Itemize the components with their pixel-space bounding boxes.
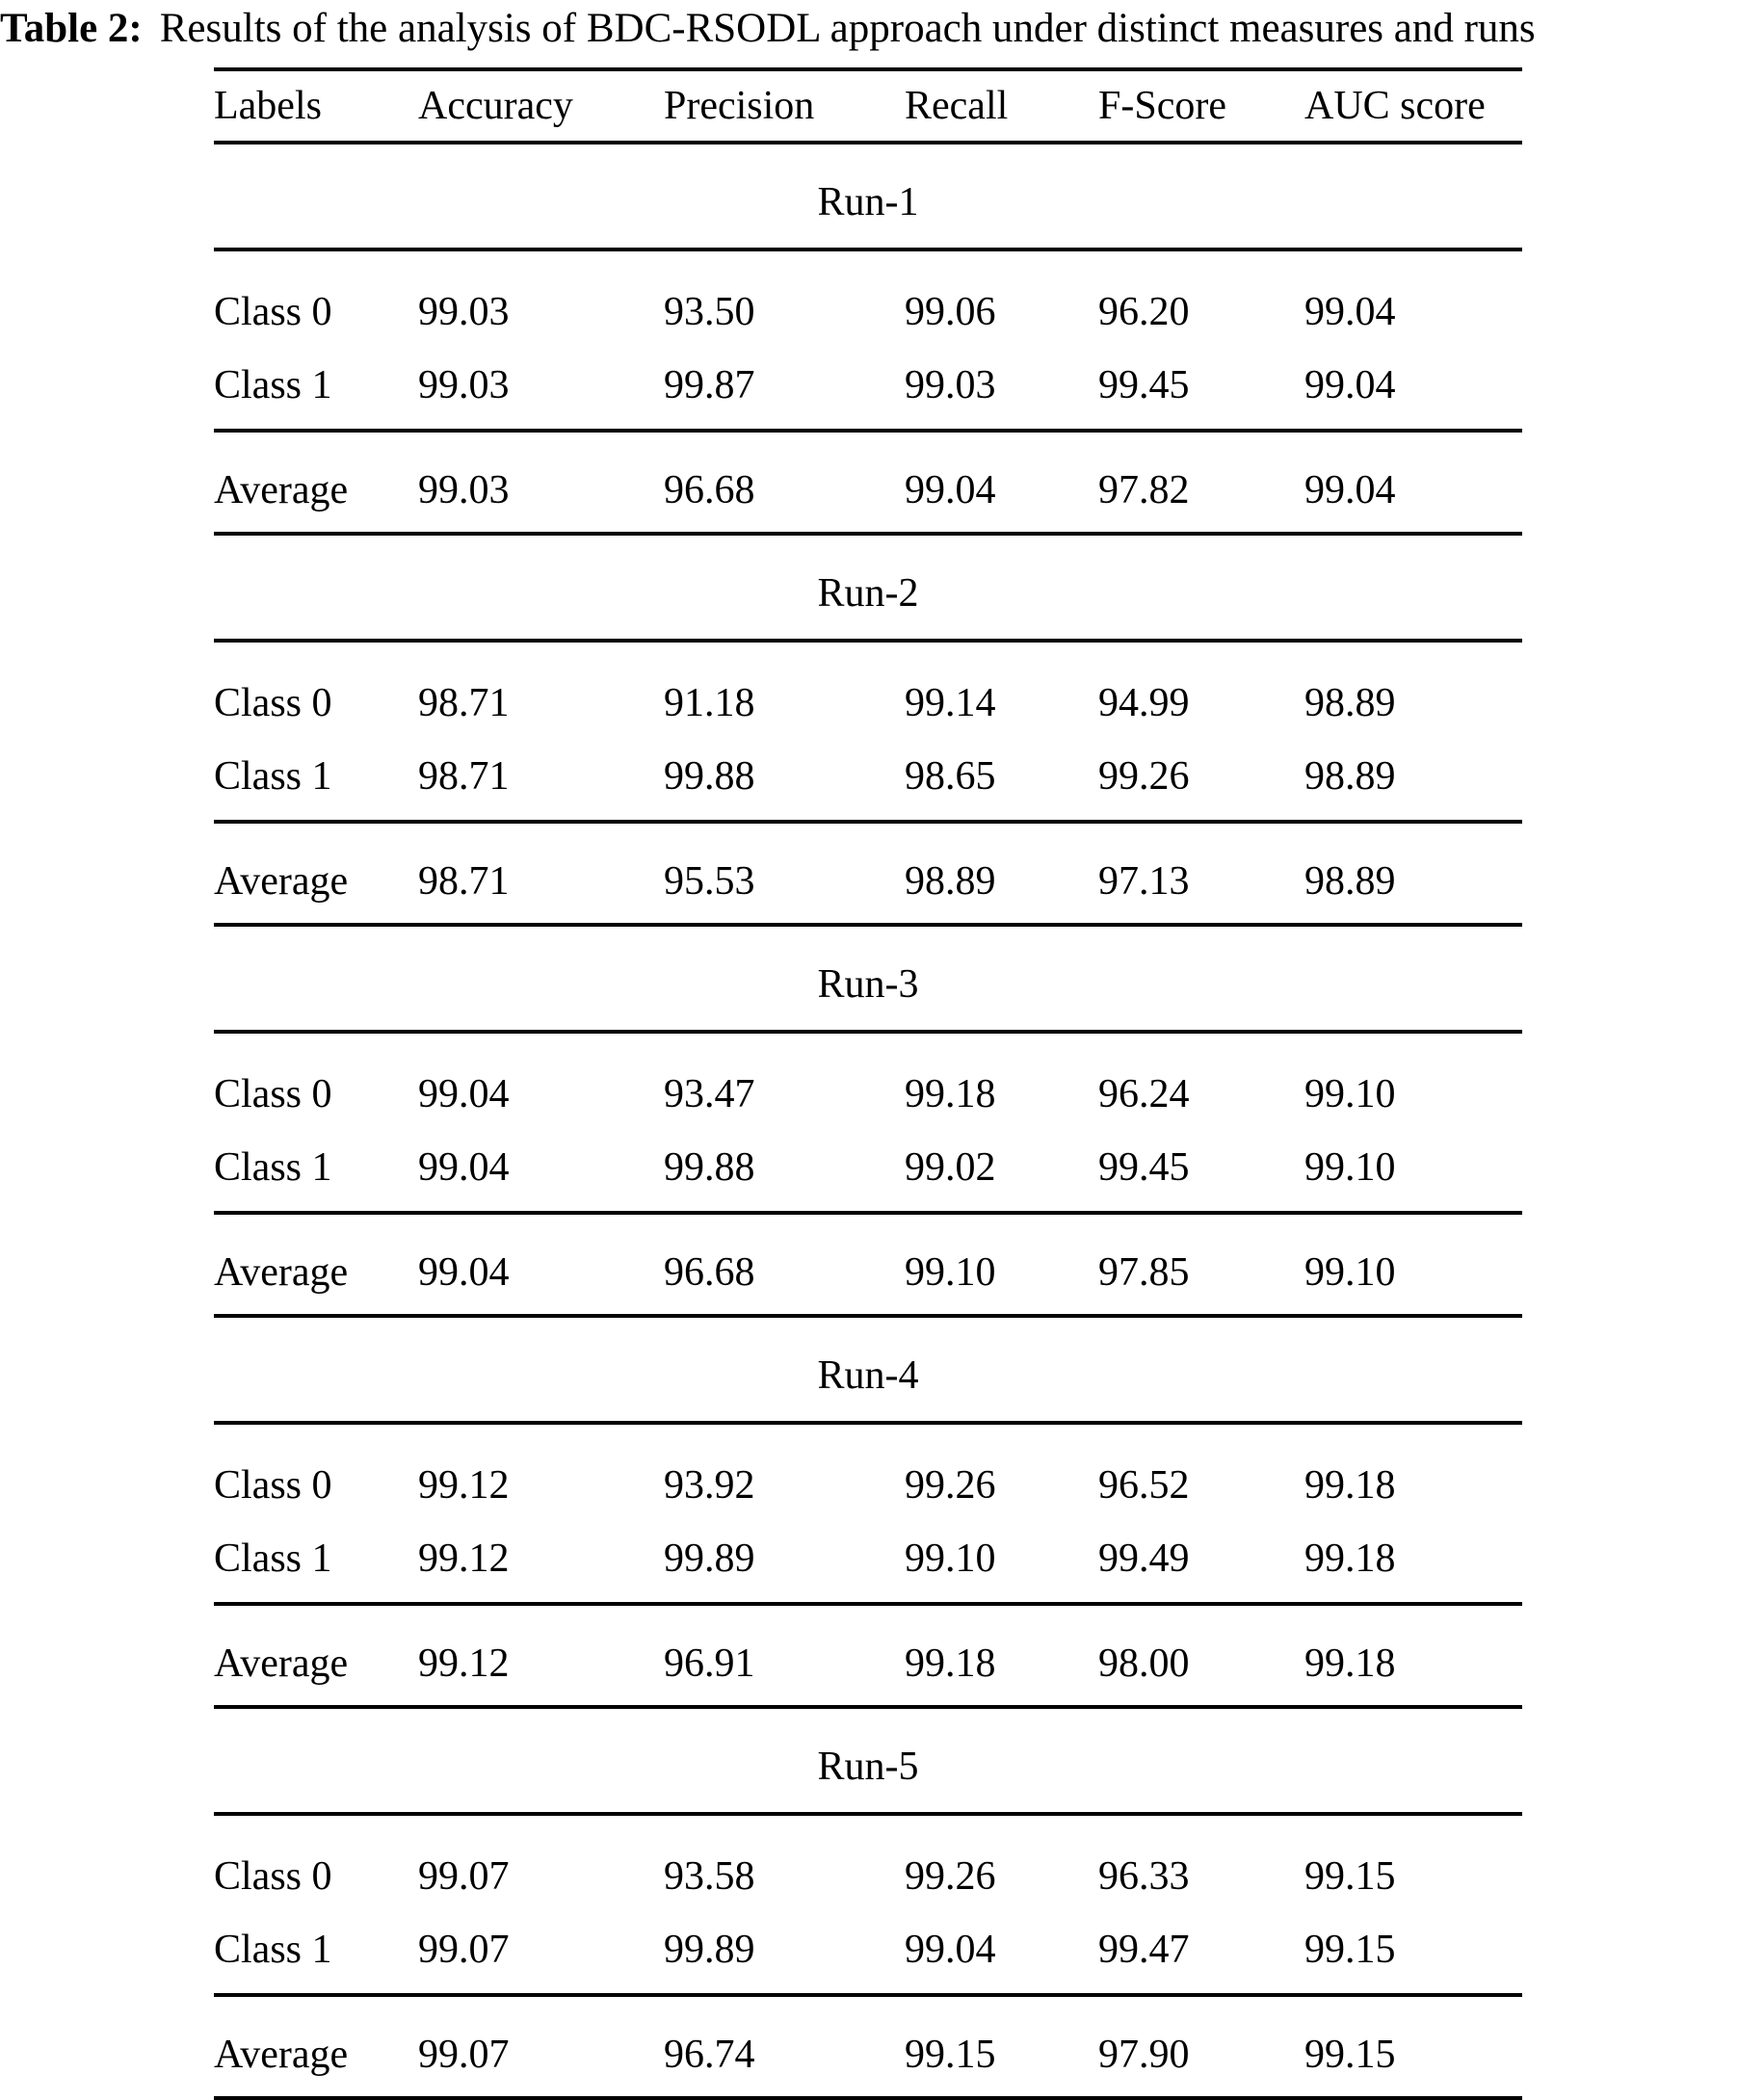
column-header-fscore: F-Score: [1098, 69, 1304, 143]
column-header-labels: Labels: [214, 69, 418, 143]
metric-cell: 98.89: [1304, 681, 1396, 725]
metric-cell: 99.45: [1098, 354, 1304, 431]
row-label: Class 1: [214, 354, 418, 431]
run-title: Run-4: [214, 1316, 1522, 1423]
metric-cell: 97.82: [1098, 431, 1304, 534]
metric-cell: 99.03: [905, 354, 1098, 431]
metric-cell: 99.04: [1304, 354, 1522, 431]
metric-cell: 97.90: [1098, 1995, 1304, 2098]
row-label: Average: [214, 1995, 418, 2098]
metric-cell: 98.00: [1098, 1604, 1304, 1707]
average-row: [214, 431, 1522, 534]
row-label: Class 0: [214, 1072, 332, 1116]
metric-cell: 96.20: [1098, 290, 1190, 334]
column-header-precision: Precision: [664, 69, 905, 143]
table-caption: [0, 2, 1536, 56]
metric-cell: 99.89: [664, 1527, 905, 1604]
metric-cell: 99.89: [664, 1918, 905, 1995]
metric-cell: 96.24: [1098, 1072, 1190, 1116]
metric-cell: 98.71: [418, 745, 664, 822]
metric-cell: 99.04: [418, 1136, 664, 1213]
table-caption-label: Table 2:: [0, 6, 143, 51]
row-label: Class 0: [214, 1463, 332, 1508]
metric-cell: 99.04: [905, 431, 1098, 534]
metric-cell: 99.12: [418, 1527, 664, 1604]
metric-cell: 99.10: [905, 1527, 1098, 1604]
row-label: Average: [214, 431, 418, 534]
metric-cell: 96.74: [664, 1995, 905, 2098]
metric-cell: 99.49: [1098, 1527, 1304, 1604]
average-row: [214, 1604, 1522, 1707]
metric-cell: 99.10: [905, 1213, 1098, 1316]
metric-cell: 96.91: [664, 1604, 905, 1707]
row-label: Average: [214, 1213, 418, 1316]
column-header-recall: Recall: [905, 69, 1098, 143]
row-label: Class 0: [214, 1854, 332, 1899]
metric-cell: 98.89: [1304, 822, 1522, 925]
metric-cell: 98.65: [905, 745, 1098, 822]
row-label: Class 1: [214, 1527, 418, 1604]
row-label: Class 1: [214, 1136, 418, 1213]
metric-cell: 93.92: [664, 1463, 755, 1508]
metric-cell: 99.18: [1304, 1604, 1522, 1707]
average-row: [214, 1995, 1522, 2098]
metric-cell: 99.07: [418, 1854, 510, 1899]
header-row: [214, 69, 1522, 143]
run-title: Run-3: [214, 925, 1522, 1032]
metric-cell: 99.03: [418, 354, 664, 431]
metric-cell: 99.07: [418, 1918, 664, 1995]
table-row: [214, 641, 1522, 745]
metric-cell: 93.58: [664, 1854, 755, 1899]
metric-cell: 99.04: [905, 1918, 1098, 1995]
metric-cell: 96.68: [664, 431, 905, 534]
metric-cell: 95.53: [664, 822, 905, 925]
metric-cell: 99.88: [664, 1136, 905, 1213]
metric-cell: 99.06: [905, 290, 996, 334]
metric-cell: 93.47: [664, 1072, 755, 1116]
run-title: Run-2: [214, 534, 1522, 641]
table-row: [214, 1918, 1522, 1995]
metric-cell: 98.71: [418, 681, 510, 725]
metric-cell: 98.89: [1304, 745, 1522, 822]
table-row: [214, 354, 1522, 431]
metric-cell: 99.07: [418, 1995, 664, 2098]
row-label: Class 0: [214, 290, 332, 334]
average-row: [214, 822, 1522, 925]
metric-cell: 99.04: [418, 1072, 510, 1116]
run-title-row: [214, 534, 1522, 641]
metric-cell: 99.10: [1304, 1213, 1522, 1316]
run-title-row: [214, 1316, 1522, 1423]
table-row: [214, 1814, 1522, 1918]
metric-cell: 99.45: [1098, 1136, 1304, 1213]
metric-cell: 99.15: [905, 1995, 1098, 2098]
metric-cell: 99.04: [418, 1213, 664, 1316]
table-row: [214, 1032, 1522, 1136]
metric-cell: 96.68: [664, 1213, 905, 1316]
metric-cell: 99.26: [905, 1854, 996, 1899]
metric-cell: 99.18: [1304, 1463, 1396, 1508]
metric-cell: 98.71: [418, 822, 664, 925]
metric-cell: 99.03: [418, 290, 510, 334]
metric-cell: 98.89: [905, 822, 1098, 925]
row-label: Class 1: [214, 745, 418, 822]
metric-cell: 91.18: [664, 681, 755, 725]
table-row: [214, 745, 1522, 822]
metric-cell: 99.15: [1304, 1995, 1522, 2098]
metric-cell: 99.04: [1304, 431, 1522, 534]
metric-cell: 99.18: [1304, 1527, 1522, 1604]
table-row: [214, 1136, 1522, 1213]
row-label: Class 1: [214, 1918, 418, 1995]
metric-cell: 99.88: [664, 745, 905, 822]
metric-cell: 99.18: [905, 1604, 1098, 1707]
metric-cell: 99.87: [664, 354, 905, 431]
metric-cell: 96.33: [1098, 1854, 1190, 1899]
run-title: Run-1: [214, 143, 1522, 249]
metric-cell: 99.04: [1304, 290, 1396, 334]
table-row: [214, 1423, 1522, 1527]
run-title-row: [214, 143, 1522, 249]
row-label: Average: [214, 1604, 418, 1707]
column-header-auc: AUC score: [1304, 69, 1522, 143]
column-header-accuracy: Accuracy: [418, 69, 664, 143]
metric-cell: 99.47: [1098, 1918, 1304, 1995]
row-label: Average: [214, 822, 418, 925]
table-caption-text: Results of the analysis of BDC-RSODL approach under distinct measures and runs: [159, 6, 1536, 51]
metric-cell: 99.10: [1304, 1072, 1396, 1116]
metric-cell: 99.03: [418, 431, 664, 534]
run-title-row: [214, 1707, 1522, 1814]
metric-cell: 99.18: [905, 1072, 996, 1116]
metric-cell: 99.14: [905, 681, 996, 725]
results-table: [214, 67, 1522, 2100]
metric-cell: 99.15: [1304, 1918, 1522, 1995]
table-row: [214, 249, 1522, 354]
run-title: Run-5: [214, 1707, 1522, 1814]
metric-cell: 97.13: [1098, 822, 1304, 925]
metric-cell: 99.26: [1098, 745, 1304, 822]
metric-cell: 99.12: [418, 1604, 664, 1707]
metric-cell: 99.12: [418, 1463, 510, 1508]
metric-cell: 94.99: [1098, 681, 1190, 725]
metric-cell: 93.50: [664, 290, 755, 334]
row-label: Class 0: [214, 681, 332, 725]
metric-cell: 96.52: [1098, 1463, 1190, 1508]
run-title-row: [214, 925, 1522, 1032]
metric-cell: 99.02: [905, 1136, 1098, 1213]
metric-cell: 99.15: [1304, 1854, 1396, 1899]
table-row: [214, 1527, 1522, 1604]
metric-cell: 97.85: [1098, 1213, 1304, 1316]
metric-cell: 99.26: [905, 1463, 996, 1508]
metric-cell: 99.10: [1304, 1136, 1522, 1213]
average-row: [214, 1213, 1522, 1316]
